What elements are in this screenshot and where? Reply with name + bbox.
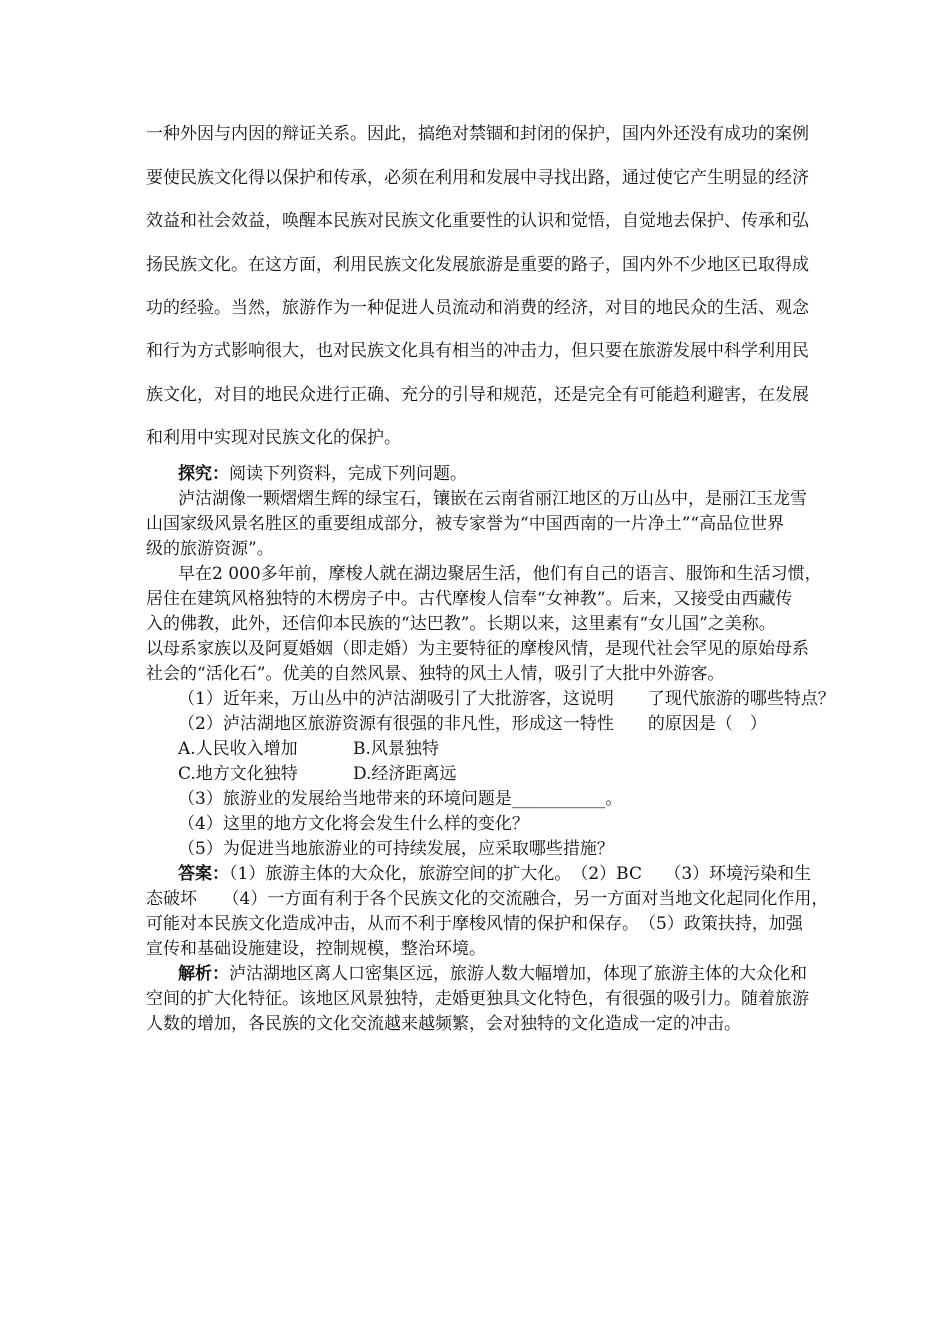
essay-line: 族文化，对目的地民众进行正确、充分的引导和规范，还是完全有可能趋利避害，在发展 bbox=[146, 385, 809, 405]
material-line: 入的佛教，此外，还信仰本民族的“达巴教”。长期以来，这里素有“女儿国”之美称。 bbox=[146, 614, 776, 634]
material-line: 山国家级风景名胜区的重要组成部分，被专家誉为“中国西南的一片净土”“高品位世界 bbox=[146, 514, 785, 534]
answer-line: 态破坏 （4）一方面有利于各个民族文化的交流融合，另一方面对当地文化起同化作用， bbox=[146, 889, 829, 909]
analysis-text: 泸沽湖地区离人口密集区远，旅游人数大幅增加，体现了旅游主体的大众化和 bbox=[229, 964, 807, 984]
answer-line: 宣传和基础设施建设，控制规模，整治环境。 bbox=[146, 939, 486, 959]
question-1: （1）近年来，万山丛中的泸沽湖吸引了大批游客，这说明 了现代旅游的哪些特点？ bbox=[178, 689, 835, 709]
material-line: 以母系家族以及阿夏婚姻（即走婚）为主要特征的摩梭风情，是现代社会罕见的原始母系 bbox=[146, 639, 809, 659]
material-line: 泸沽湖像一颗熠熠生辉的绿宝石，镶嵌在云南省丽江地区的万山丛中，是丽江玉龙雪 bbox=[178, 489, 807, 509]
option-a: A.人民收入增加 bbox=[178, 739, 298, 759]
essay-line: 功的经验。当然，旅游作为一种促进人员流动和消费的经济，对目的地民众的生活、观念 bbox=[146, 298, 809, 318]
question-3: （3）旅游业的发展给当地带来的环境问题是___________。 bbox=[178, 789, 623, 809]
essay-line: 和行为方式影响很大，也对民族文化具有相当的冲击力，但只要在旅游发展中科学利用民 bbox=[146, 341, 809, 361]
essay-line: 扬民族文化。在这方面，利用民族文化发展旅游是重要的路子，国内外不少地区已取得成 bbox=[146, 255, 809, 275]
material-line: 早在2 000多年前，摩梭人就在湖边聚居生活，他们有自己的语言、服饰和生活习惯， bbox=[178, 564, 822, 584]
question-2: （2）泸沽湖地区旅游资源有很强的非凡性，形成这一特性 的原因是（ ） bbox=[178, 714, 767, 734]
analysis-line: 空间的扩大化特征。该地区风景独特，走婚更独具文化特色，有很强的吸引力。随着旅游 bbox=[146, 989, 809, 1009]
option-b: B.风景独特 bbox=[353, 739, 439, 759]
explore-heading bbox=[178, 464, 467, 484]
option-c: C.地方文化独特 bbox=[178, 764, 298, 784]
answer-text: （1）旅游主体的大众化，旅游空间的扩大化。 （2）BC （3）环境污染和生 bbox=[229, 864, 812, 884]
explore-label: 探究： bbox=[178, 464, 229, 484]
analysis-line: 人数的增加，各民族的文化交流越来越频繁，会对独特的文化造成一定的冲击。 bbox=[146, 1014, 741, 1034]
option-d: D.经济距离远 bbox=[353, 764, 457, 784]
material-line: 级的旅游资源”。 bbox=[146, 539, 274, 559]
answer-line: 可能对本民族文化造成冲击，从而不利于摩梭风情的保护和保存。 （5）政策扶持，加强 bbox=[146, 914, 803, 934]
essay-line: 效益和社会效益，唤醒本民族对民族文化重要性的认识和觉悟，自觉地去保护、传承和弘 bbox=[146, 211, 809, 231]
material-line: 居住在建筑风格独特的木楞房子中。古代摩梭人信奉“女神教”。后来，又接受由西藏传 bbox=[146, 589, 793, 609]
material-line: 社会的“活化石”。优美的自然风景、独特的风土人情，吸引了大批中外游客。 bbox=[146, 664, 725, 684]
analysis-label: 解析： bbox=[178, 964, 229, 984]
analysis-line bbox=[178, 964, 807, 984]
essay-line: 一种外因与内因的辩证关系。因此，搞绝对禁锢和封闭的保护，国内外还没有成功的案例 bbox=[146, 124, 809, 144]
question-5: （5）为促进当地旅游业的可持续发展，应采取哪些措施？ bbox=[178, 839, 614, 859]
answer-line bbox=[178, 864, 811, 884]
question-4: （4）这里的地方文化将会发生什么样的变化？ bbox=[178, 814, 529, 834]
explore-intro: 阅读下列资料，完成下列问题。 bbox=[229, 464, 467, 484]
answer-label: 答案： bbox=[178, 864, 229, 884]
essay-line: 要使民族文化得以保护和传承，必须在利用和发展中寻找出路，通过使它产生明显的经济 bbox=[146, 168, 809, 188]
essay-line: 和利用中实现对民族文化的保护。 bbox=[146, 428, 401, 448]
